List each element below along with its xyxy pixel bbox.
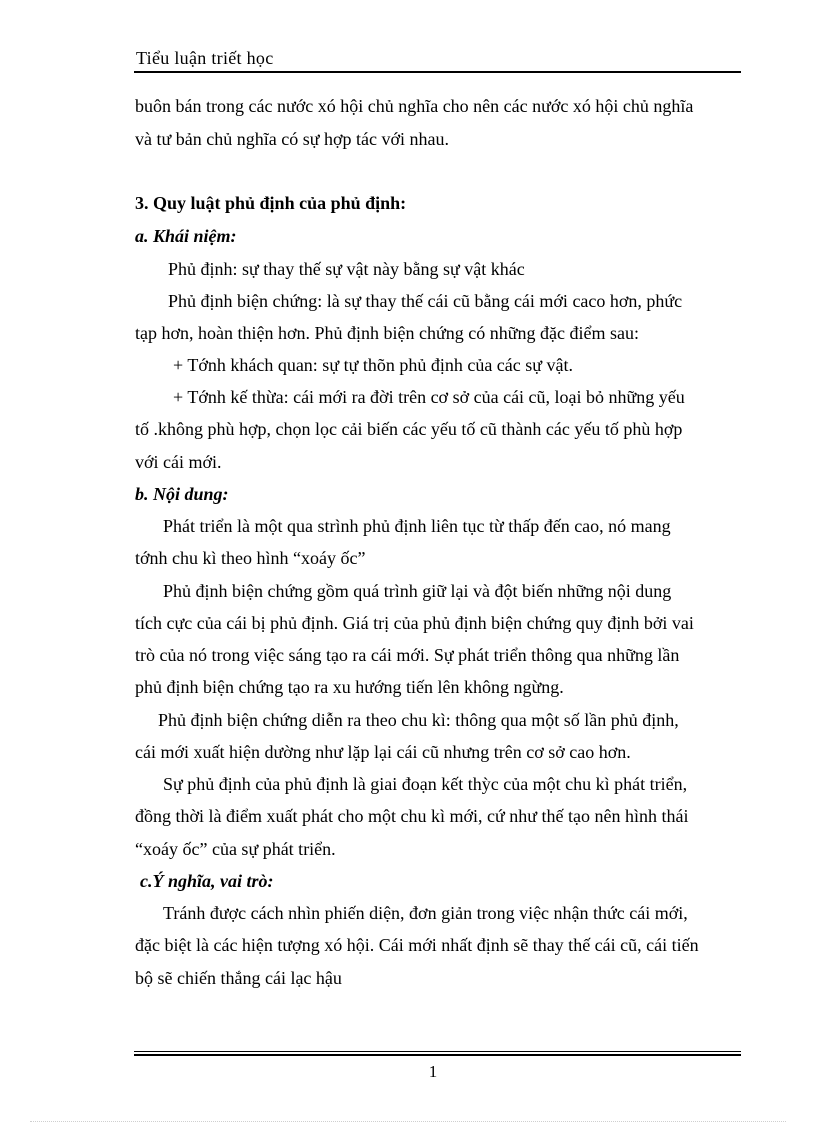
section-heading: 3. Quy luật phủ định của phủ định:	[135, 193, 407, 213]
body-line: phủ định biện chứng tạo ra xu hướng tiến lên không ngừng.	[135, 677, 564, 697]
body-line: Phủ định biện chứng: là sự thay thế cái cũ bằng cái mới caco hơn, phức	[168, 291, 683, 311]
header-rule	[134, 71, 741, 73]
body-line: “xoáy ốc” của sự phát triển.	[135, 839, 336, 859]
page-number: 1	[428, 1062, 438, 1081]
body-line: đồng thời là điểm xuất phát cho một chu kì mới, cứ như thế tạo nên hình thái	[135, 806, 689, 826]
body-line: tớnh chu kì theo hình “xoáy ốc”	[135, 548, 366, 568]
body-line: Tránh được cách nhìn phiến diện, đơn giản trong việc nhận thức cái mới,	[163, 903, 688, 923]
body-line: tạp hơn, hoàn thiện hơn. Phủ định biện chứng có những đặc điểm sau:	[135, 323, 639, 343]
subsection-heading: c.Ý nghĩa, vai trò:	[140, 871, 274, 891]
body-line: Phát triển là một qua strình phủ định liên tục từ thấp đến cao, nó mang	[163, 516, 671, 536]
body-line: bộ sẽ chiến thắng cái lạc hậu	[135, 968, 342, 988]
page-edge-divider	[30, 1121, 786, 1122]
body-line: cái mới xuất hiện dường như lặp lại cái cũ nhưng trên cơ sở cao hơn.	[135, 742, 631, 762]
body-line: Phủ định biện chứng diễn ra theo chu kì: thông qua một số lần phủ định,	[158, 710, 679, 730]
footer-rule	[134, 1054, 741, 1056]
footer-rule	[134, 1051, 741, 1052]
body-line: đặc biệt là các hiện tượng xó hội. Cái mới nhất định sẽ thay thế cái cũ, cái tiến	[135, 935, 699, 955]
body-line: + Tớnh kế thừa: cái mới ra đời trên cơ sở của cái cũ, loại bỏ những yếu	[173, 387, 685, 407]
body-line: buôn bán trong các nước xó hội chủ nghĩa cho nên các nước xó hội chủ nghĩa	[135, 96, 694, 116]
body-line: Phủ định: sự thay thế sự vật này bằng sự vật khác	[168, 259, 525, 279]
body-line: Sự phủ định của phủ định là giai đoạn kết thỳc của một chu kì phát triển,	[163, 774, 688, 794]
body-line: và tư bản chủ nghĩa có sự hợp tác với nhau.	[135, 129, 449, 149]
body-line: Phủ định biện chứng gồm quá trình giữ lại và đột biến những nội dung	[163, 581, 672, 601]
body-line: với cái mới.	[135, 452, 222, 472]
header-title: Tiểu luận triết học	[136, 48, 274, 68]
body-line: trò của nó trong việc sáng tạo ra cái mới. Sự phát triển thông qua những lần	[135, 645, 680, 665]
body-line: tố .không phù hợp, chọn lọc cải biến các yếu tố cũ thành các yếu tố phù hợp	[135, 419, 683, 439]
subsection-heading: a. Khái niệm:	[135, 226, 237, 246]
body-line: + Tớnh khách quan: sự tự thõn phủ định của các sự vật.	[173, 355, 574, 375]
body-line: tích cực của cái bị phủ định. Giá trị của phủ định biện chứng quy định bởi vai	[135, 613, 694, 633]
subsection-heading: b. Nội dung:	[135, 484, 229, 504]
